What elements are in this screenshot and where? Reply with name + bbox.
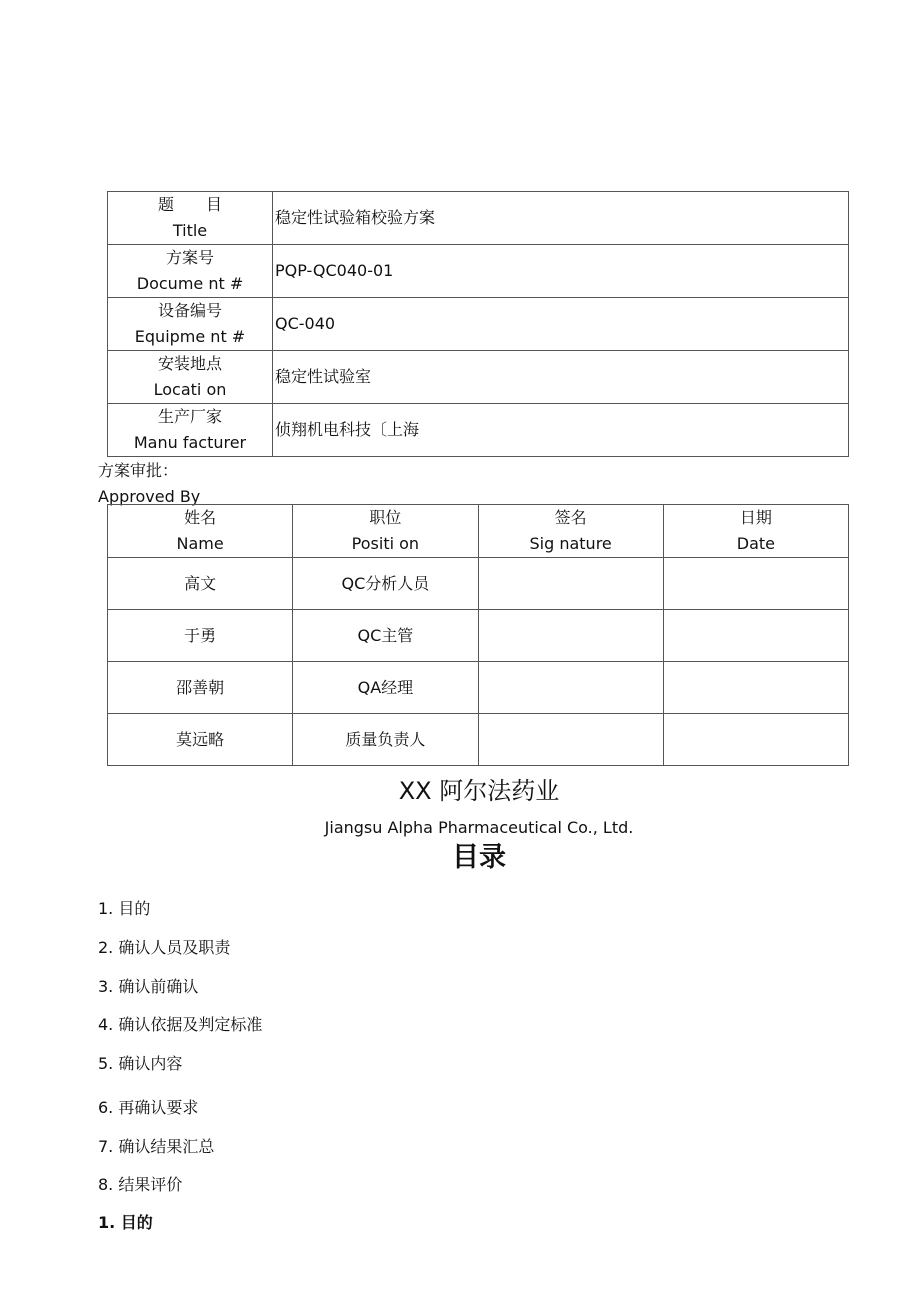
toc-title: 目录	[452, 842, 506, 873]
approver-position: 质量负责人	[293, 714, 478, 766]
header-en: Sig nature	[529, 534, 612, 553]
header-cn: 职位	[369, 508, 402, 527]
info-label-cn: 设备编号	[157, 301, 222, 320]
signature-cell	[478, 610, 663, 662]
approval-label-cn: 方案审批：	[98, 461, 179, 480]
info-label-equipment-number	[108, 298, 273, 351]
date-cell	[663, 662, 848, 714]
header-cn: 姓名	[184, 508, 217, 527]
date-cell	[663, 558, 848, 610]
info-label-location	[108, 351, 273, 404]
company-name-cn: XX 阿尔法药业	[398, 777, 560, 805]
header-name	[108, 505, 293, 558]
info-label-title	[108, 192, 273, 245]
info-value-equipment-number: QC-040	[273, 298, 849, 351]
header-date	[663, 505, 848, 558]
info-row-title	[108, 192, 849, 245]
approval-label-en: Approved By	[98, 487, 201, 506]
info-row-document-number	[108, 245, 849, 298]
info-label-en: Manu facturer	[133, 433, 247, 452]
toc-item[interactable]: 8. 结果评价	[98, 1175, 183, 1194]
toc-item[interactable]: 6. 再确认要求	[98, 1098, 199, 1117]
info-label-en: Equipme nt #	[134, 327, 246, 346]
toc-item[interactable]: 4. 确认依据及判定标准	[98, 1015, 263, 1034]
toc-item[interactable]: 5. 确认内容	[98, 1054, 183, 1073]
info-value-title: 稳定性试验箱校验方案	[273, 192, 849, 245]
header-cn: 日期	[739, 508, 772, 527]
company-name-en: Jiangsu Alpha Pharmaceutical Co., Ltd.	[324, 818, 634, 837]
approval-header-row	[108, 505, 849, 558]
info-label-cn: 生产厂家	[157, 407, 222, 426]
approver-name: 高文	[108, 558, 293, 610]
header-signature	[478, 505, 663, 558]
section-heading: 1. 目的	[98, 1213, 153, 1232]
approver-name: 莫远略	[108, 714, 293, 766]
header-en: Positi on	[351, 534, 420, 553]
signature-cell	[478, 558, 663, 610]
info-label-cn: 方案号	[165, 248, 214, 267]
header-cn: 签名	[554, 508, 587, 527]
approver-position: QC分析人员	[293, 558, 478, 610]
approver-position: QC主管	[293, 610, 478, 662]
approval-table	[107, 504, 849, 766]
date-cell	[663, 714, 848, 766]
approver-position: QA经理	[293, 662, 478, 714]
info-label-en: Locati on	[153, 380, 227, 399]
info-row-manufacturer	[108, 404, 849, 457]
toc-item[interactable]: 2. 确认人员及职责	[98, 938, 231, 957]
approval-label	[98, 458, 200, 510]
toc-item[interactable]: 7. 确认结果汇总	[98, 1137, 215, 1156]
toc-item[interactable]: 1. 目的	[98, 899, 151, 918]
info-row-equipment-number	[108, 298, 849, 351]
header-en: Date	[736, 534, 775, 553]
document-info-table	[107, 191, 849, 457]
info-label-cn: 题 目	[157, 195, 222, 214]
info-value-document-number: PQP-QC040-01	[273, 245, 849, 298]
table-row	[108, 558, 849, 610]
approver-name: 邵善朝	[108, 662, 293, 714]
table-row	[108, 714, 849, 766]
signature-cell	[478, 662, 663, 714]
info-label-en: Title	[172, 221, 208, 240]
header-en: Name	[176, 534, 224, 553]
info-label-manufacturer	[108, 404, 273, 457]
approver-name: 于勇	[108, 610, 293, 662]
signature-cell	[478, 714, 663, 766]
info-label-cn: 安装地点	[157, 354, 222, 373]
info-row-location	[108, 351, 849, 404]
info-label-en: Docume nt #	[136, 274, 244, 293]
header-position	[293, 505, 478, 558]
info-value-location: 稳定性试验室	[273, 351, 849, 404]
toc-item[interactable]: 3. 确认前确认	[98, 977, 199, 996]
table-row	[108, 662, 849, 714]
info-label-document-number	[108, 245, 273, 298]
table-row	[108, 610, 849, 662]
info-value-manufacturer: 侦翔机电科技〔上海	[273, 404, 849, 457]
date-cell	[663, 610, 848, 662]
